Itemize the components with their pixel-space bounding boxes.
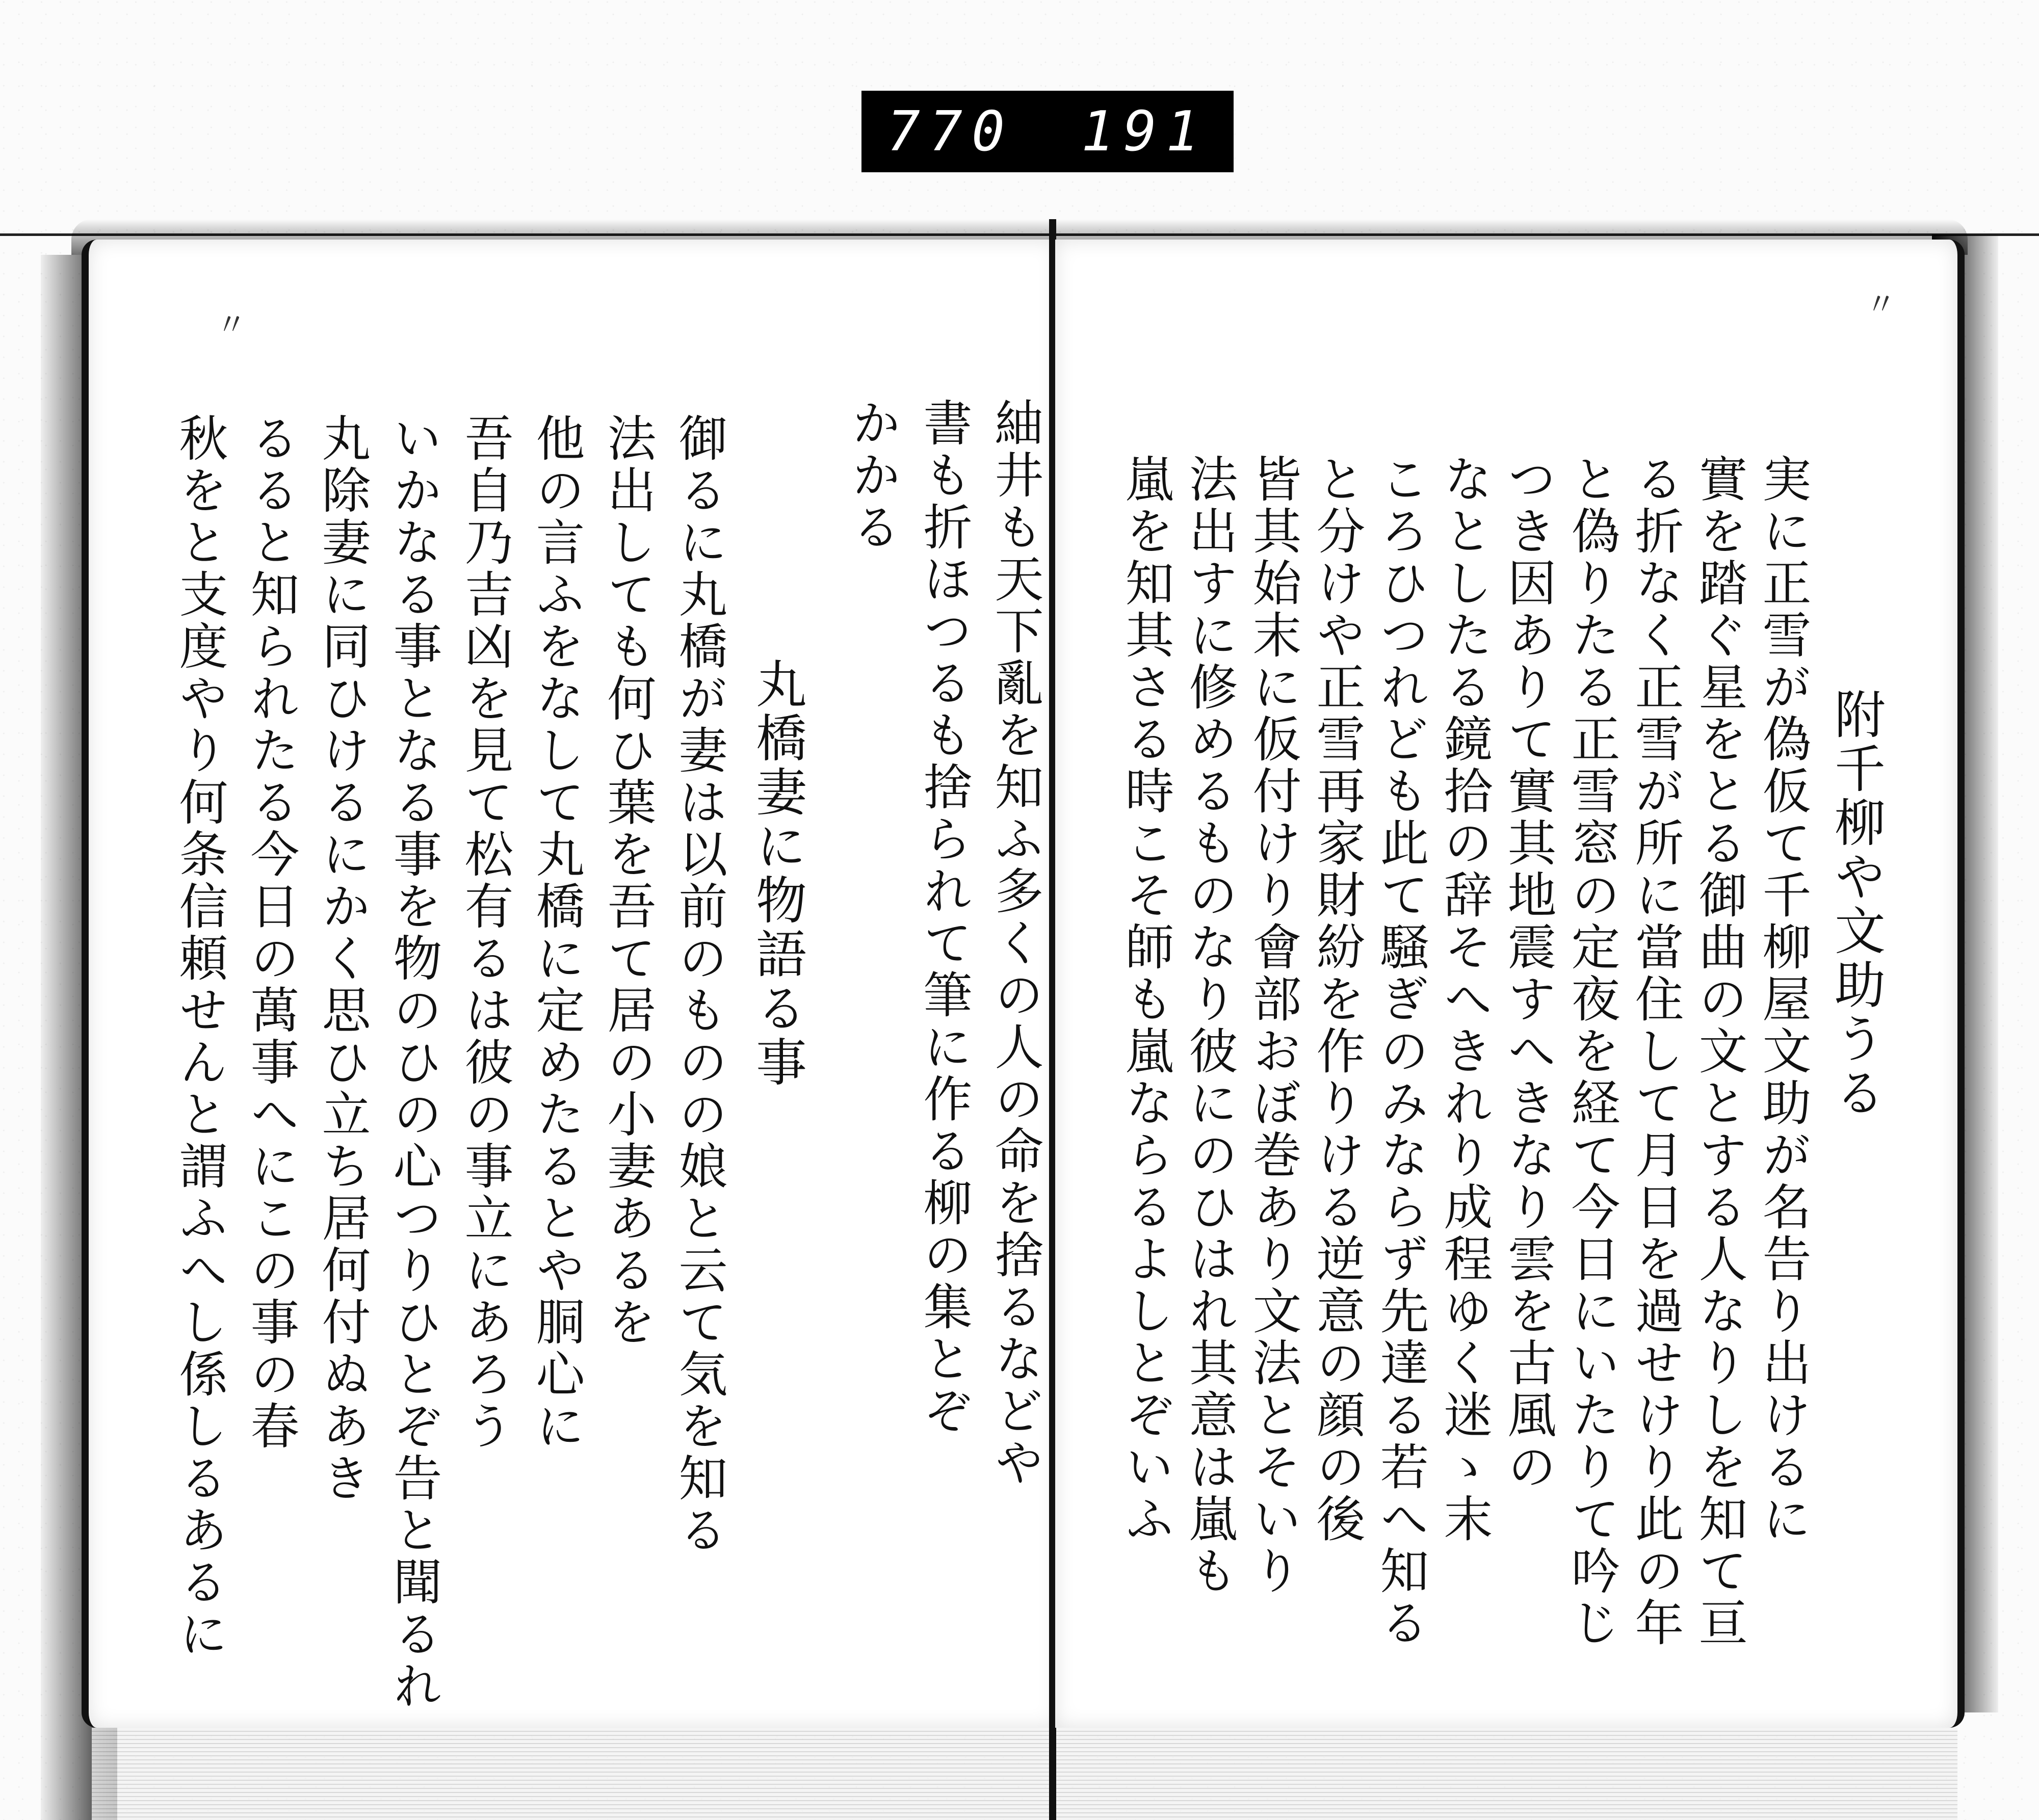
left-line-3: かかる <box>844 398 901 553</box>
left-line-2: 書も折ほつるも捨られて筆に作る柳の集とぞ <box>916 398 973 1437</box>
section-line-2: 法出しても何ひ葉を吾て居の小妻あるを <box>599 413 657 1349</box>
right-line-7: ころひつれども此て騒ぎのみならず先達る若へ知る <box>1372 454 1429 1649</box>
page-mark-left: 〃 <box>216 307 247 343</box>
section-title: 丸橋妻に物語る事 <box>747 657 807 1090</box>
right-line-10: 法出すに修めるものなり彼にのひはれ其意は嵐も <box>1181 454 1238 1597</box>
right-line-11: 嵐を知其さる時こそ師も嵐ならるよしとぞいふ <box>1117 454 1174 1545</box>
film-frame-label <box>861 91 1234 172</box>
right-line-3: る折なく正雪が所に當住して月日を過せけり此の年 <box>1627 454 1684 1649</box>
section-line-6: 丸除妻に同ひけるにかく思ひ立ち居何付ぬあき <box>314 413 371 1505</box>
section-line-7: るると知られたる今日の萬事へにこの事の春 <box>243 413 300 1453</box>
right-line-9: 皆其始末に仮付けり會部おぼ巻あり文法とそいり <box>1245 454 1302 1597</box>
right-page-title: 附千柳や文助うる <box>1826 688 1886 1120</box>
section-line-3: 他の言ふをなして丸橋に定めたるとや胴心に <box>528 413 585 1453</box>
page-stack-edge <box>92 1728 1957 1820</box>
left-page <box>82 240 1057 1728</box>
section-line-1: 御るに丸橋が妻は以前のものの娘と云て気を知る <box>671 413 728 1557</box>
left-line-1: 紬井も天下亂を知ふ多くの人の命を捨るなどや <box>987 398 1044 1489</box>
page-mark-right: 〃 <box>1866 287 1896 323</box>
right-line-8: と分けや正雪再家財紛を作りける逆意の顔の後 <box>1309 454 1366 1545</box>
right-line-2: 實を踏ぐ星をとる御曲の文とする人なりしを知て亘 <box>1691 454 1748 1649</box>
right-line-4: と偽りたる正雪窓の定夜を経て今日にいたりて吟じ <box>1563 454 1620 1649</box>
frame-number: 191 <box>1081 99 1208 164</box>
section-line-4: 吾自乃吉凶を見て松有るは彼の事立にあろう <box>457 413 514 1453</box>
reel-number: 770 <box>887 99 1014 164</box>
right-line-6: なとしたる鏡拾の辞そへきれり成程ゆく迷ゝ末 <box>1436 454 1493 1545</box>
right-line-5: つき因ありて實其地震すへきなり雲を古風の <box>1500 454 1557 1493</box>
right-line-1: 実に正雪が偽仮て千柳屋文助が名告り出けるに <box>1755 454 1812 1545</box>
section-line-8: 秋をと支度やり何条信頼せんと謂ふへし係しるあるに <box>171 413 228 1660</box>
open-book <box>41 219 1998 1820</box>
right-page <box>1055 240 1965 1728</box>
section-line-5: いかなる事となる事を物のひの心つりひとぞ告と聞るれ <box>385 413 442 1712</box>
